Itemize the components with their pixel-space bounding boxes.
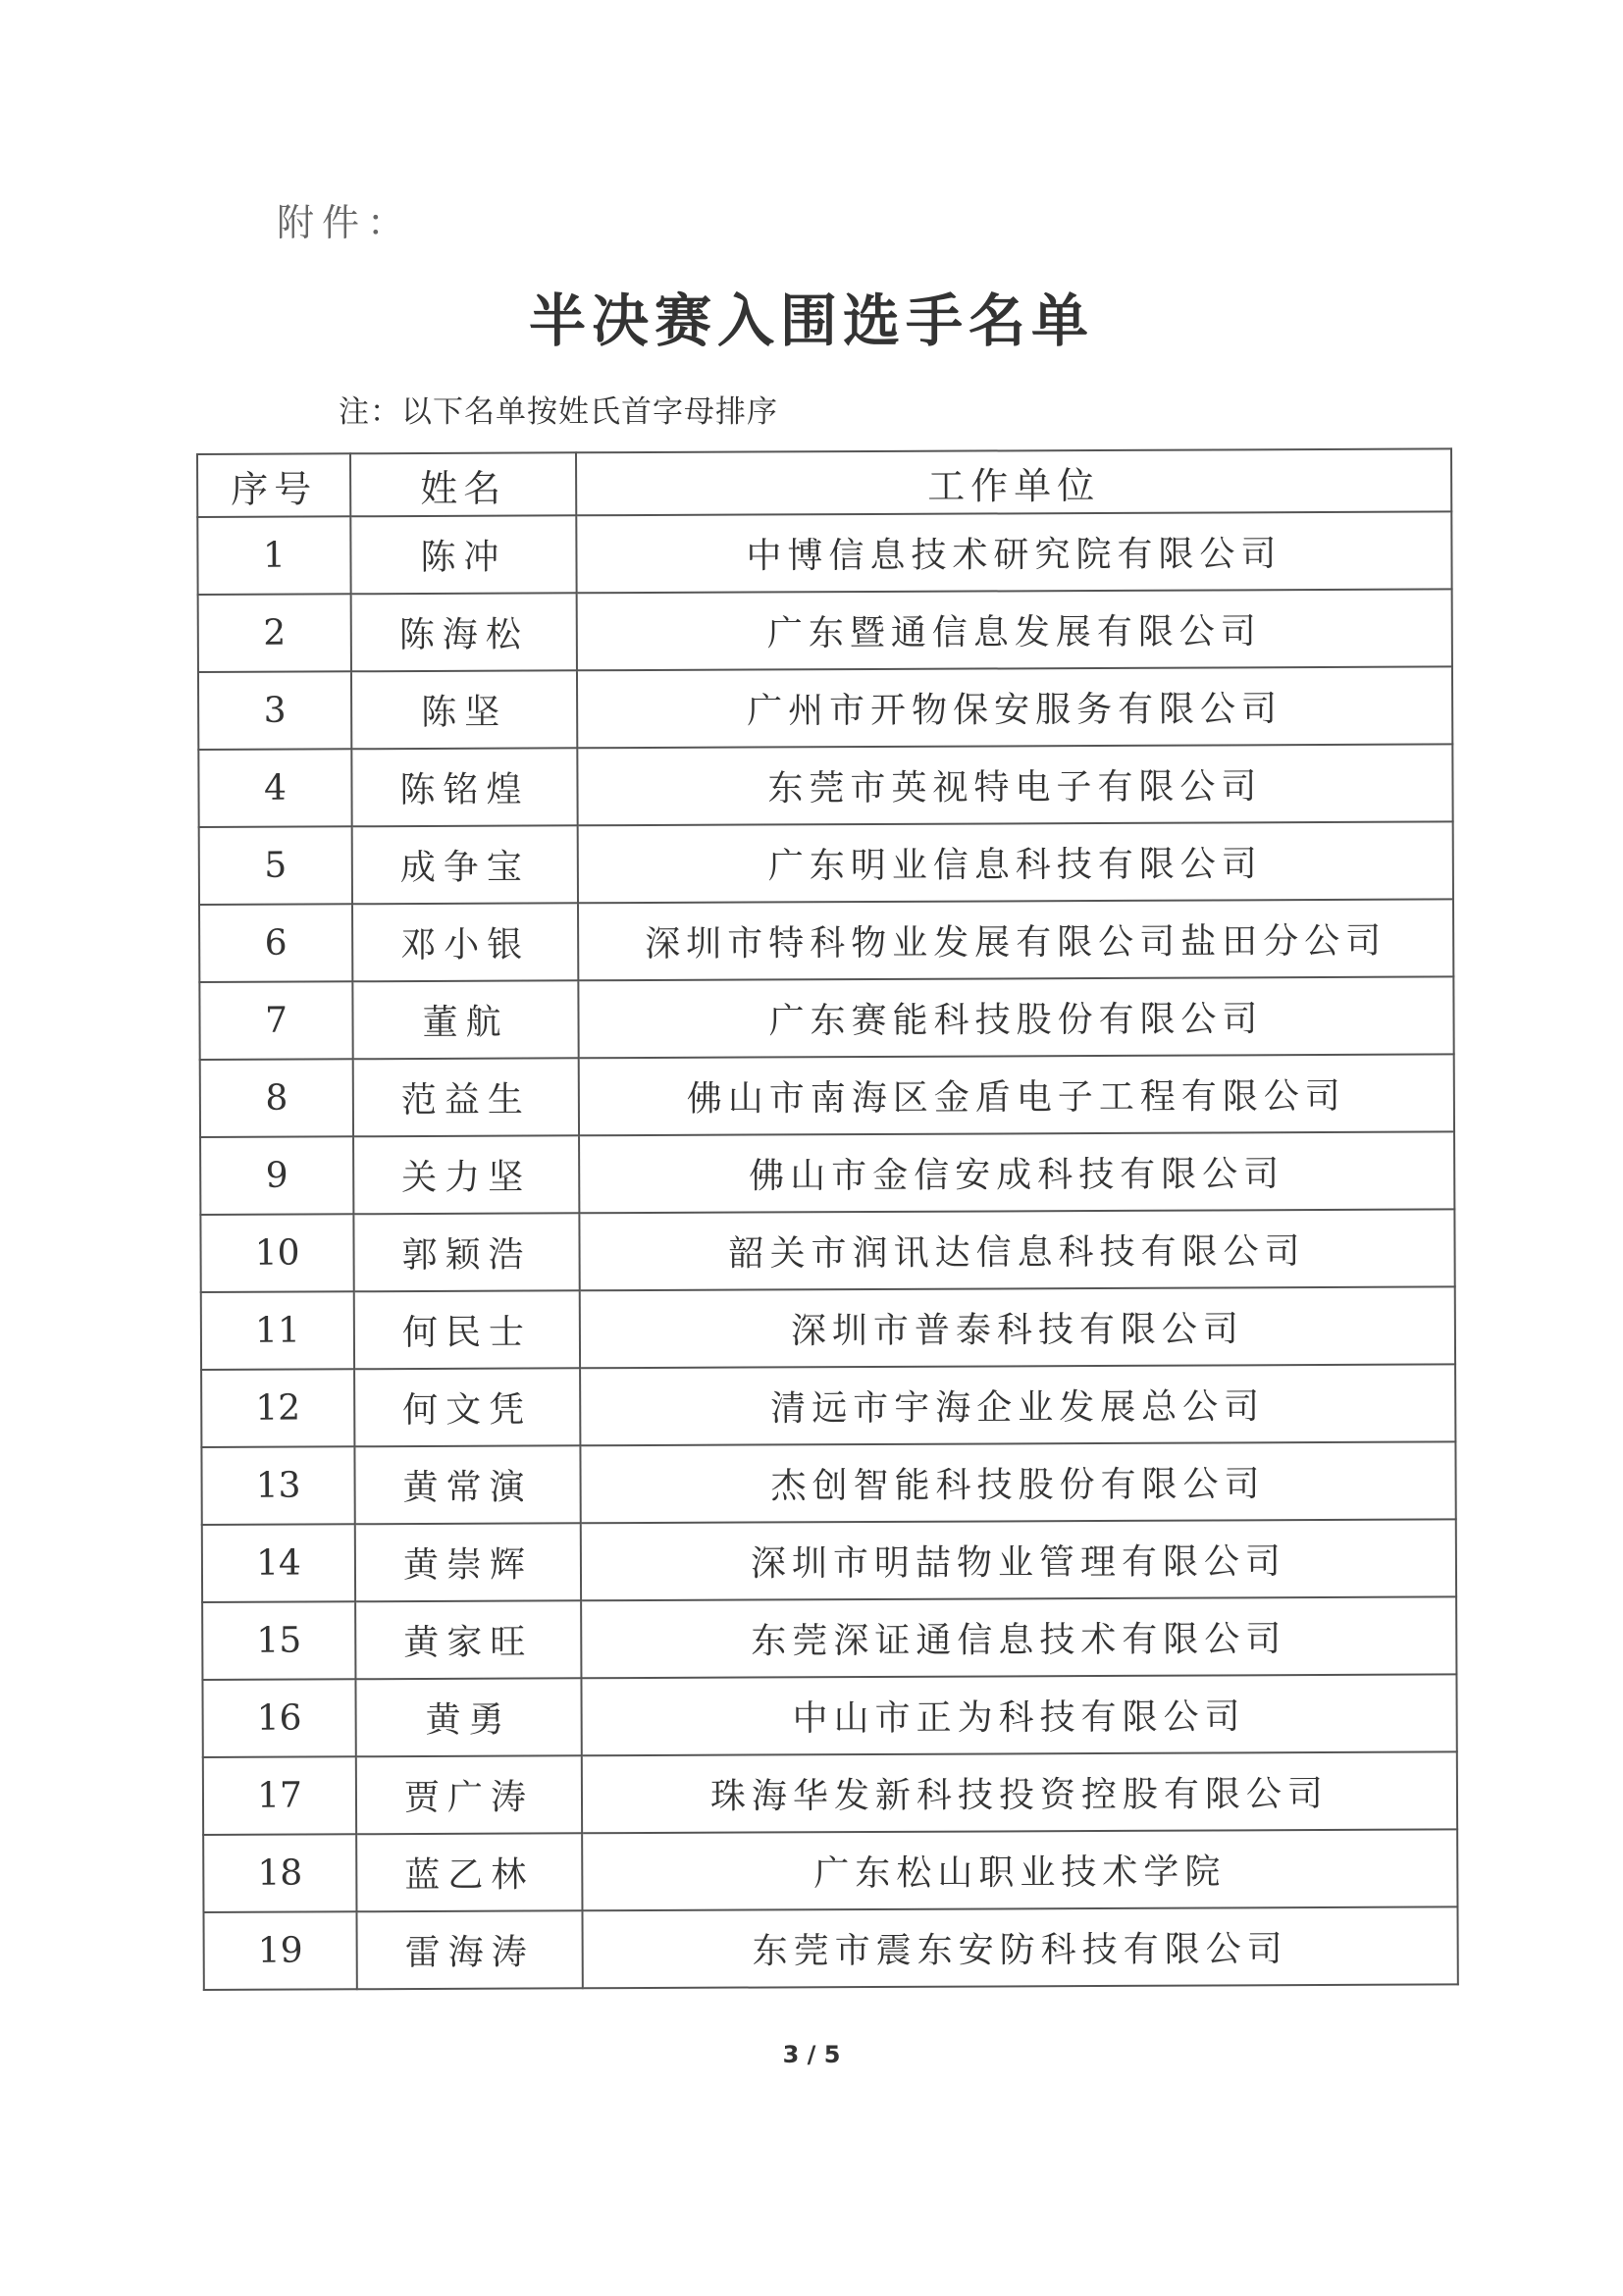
contestant-name: 董航: [352, 980, 578, 1059]
contestant-name: 贾广涛: [356, 1755, 582, 1834]
table-row: [198, 589, 1452, 672]
work-unit: 广东明业信息科技有限公司: [578, 821, 1453, 903]
table-row: [202, 1519, 1456, 1602]
work-unit: 佛山市南海区金盾电子工程有限公司: [579, 1054, 1454, 1135]
table-row: [199, 899, 1453, 982]
work-unit: 广州市开物保安服务有限公司: [577, 666, 1452, 748]
work-unit: 东莞市英视特电子有限公司: [577, 744, 1452, 825]
contestant-name: 邓小银: [352, 903, 578, 981]
table-row: [198, 666, 1452, 750]
contestant-name: 何民士: [354, 1290, 580, 1369]
row-number: 13: [201, 1446, 354, 1525]
table-row: [203, 1829, 1457, 1912]
contestant-name: 陈铭煌: [351, 748, 577, 826]
table-row: [202, 1674, 1456, 1757]
row-number: 14: [202, 1524, 355, 1602]
sort-note: 注：以下名单按姓氏首字母排序: [339, 394, 778, 430]
table-row: [198, 744, 1452, 827]
table-row: [203, 1906, 1457, 1990]
row-number: 19: [203, 1911, 356, 1990]
row-number: 6: [199, 904, 352, 982]
work-unit: 广东赛能科技股份有限公司: [578, 976, 1453, 1058]
table-row: [201, 1286, 1455, 1370]
work-unit: 深圳市明喆物业管理有限公司: [581, 1519, 1456, 1600]
contestant-name: 雷海涛: [356, 1910, 582, 1989]
table-row: [199, 976, 1453, 1060]
row-number: 1: [197, 516, 350, 595]
row-number: 2: [198, 594, 351, 672]
work-unit: 广东暨通信息发展有限公司: [577, 589, 1452, 670]
header-work-unit: 工作单位: [576, 448, 1451, 515]
row-number: 8: [200, 1059, 353, 1137]
table-row: [200, 1209, 1454, 1292]
contestant-name: 关力坚: [353, 1135, 579, 1214]
contestant-name: 蓝乙林: [356, 1833, 582, 1911]
page-number: 3 / 5: [782, 2041, 841, 2068]
header-name: 姓名: [350, 452, 576, 516]
table-row: [200, 1054, 1454, 1137]
row-number: 10: [200, 1214, 353, 1292]
table-row: [201, 1364, 1455, 1447]
contestant-name: 黄家旺: [355, 1600, 581, 1679]
table-header-row: [197, 448, 1451, 517]
contestant-name: 陈海松: [351, 593, 577, 671]
work-unit: 东莞市震东安防科技有限公司: [582, 1906, 1457, 1988]
contestant-name: 陈坚: [351, 670, 577, 749]
attachment-label: 附件：: [277, 201, 413, 244]
work-unit: 广东松山职业技术学院: [582, 1829, 1457, 1910]
row-number: 5: [199, 826, 352, 905]
table-row: [197, 511, 1451, 595]
work-unit: 中山市正为科技有限公司: [581, 1674, 1456, 1755]
work-unit: 杰创智能科技股份有限公司: [580, 1441, 1455, 1523]
table-row: [201, 1441, 1455, 1525]
contestant-name: 黄勇: [355, 1678, 581, 1756]
work-unit: 中博信息技术研究院有限公司: [576, 511, 1451, 593]
work-unit: 深圳市普泰科技有限公司: [580, 1286, 1455, 1368]
contestant-name: 何文凭: [354, 1368, 580, 1446]
table-row: [199, 821, 1453, 905]
contestant-name: 黄常演: [354, 1445, 580, 1524]
row-number: 17: [203, 1756, 356, 1835]
table-body: [197, 511, 1458, 1990]
work-unit: 深圳市特科物业发展有限公司盐田分公司: [578, 899, 1453, 980]
table-row: [200, 1131, 1454, 1215]
table-row: [203, 1751, 1457, 1835]
row-number: 18: [203, 1834, 356, 1912]
work-unit: 东莞深证通信息技术有限公司: [581, 1596, 1456, 1678]
contestant-name: 郭颖浩: [353, 1213, 579, 1291]
work-unit: 珠海华发新科技投资控股有限公司: [582, 1751, 1457, 1833]
row-number: 15: [202, 1601, 355, 1680]
row-number: 3: [198, 671, 351, 750]
work-unit: 佛山市金信安成科技有限公司: [579, 1131, 1454, 1213]
header-number: 序号: [197, 453, 350, 517]
row-number: 12: [201, 1369, 354, 1447]
row-number: 16: [202, 1679, 355, 1757]
row-number: 7: [199, 981, 352, 1060]
contestant-name: 黄崇辉: [355, 1523, 581, 1601]
row-number: 9: [200, 1136, 353, 1215]
row-number: 11: [201, 1291, 354, 1370]
contestant-name: 范益生: [353, 1058, 579, 1136]
contestant-name: 成争宝: [352, 825, 578, 904]
table-row: [202, 1596, 1456, 1680]
work-unit: 韶关市润讯达信息科技有限公司: [579, 1209, 1454, 1290]
work-unit: 清远市宇海企业发展总公司: [580, 1364, 1455, 1445]
page-title: 半决赛入围选手名单: [528, 287, 1094, 354]
row-number: 4: [198, 749, 351, 827]
contestant-name: 陈冲: [350, 515, 576, 594]
contestant-table: [196, 447, 1459, 1991]
